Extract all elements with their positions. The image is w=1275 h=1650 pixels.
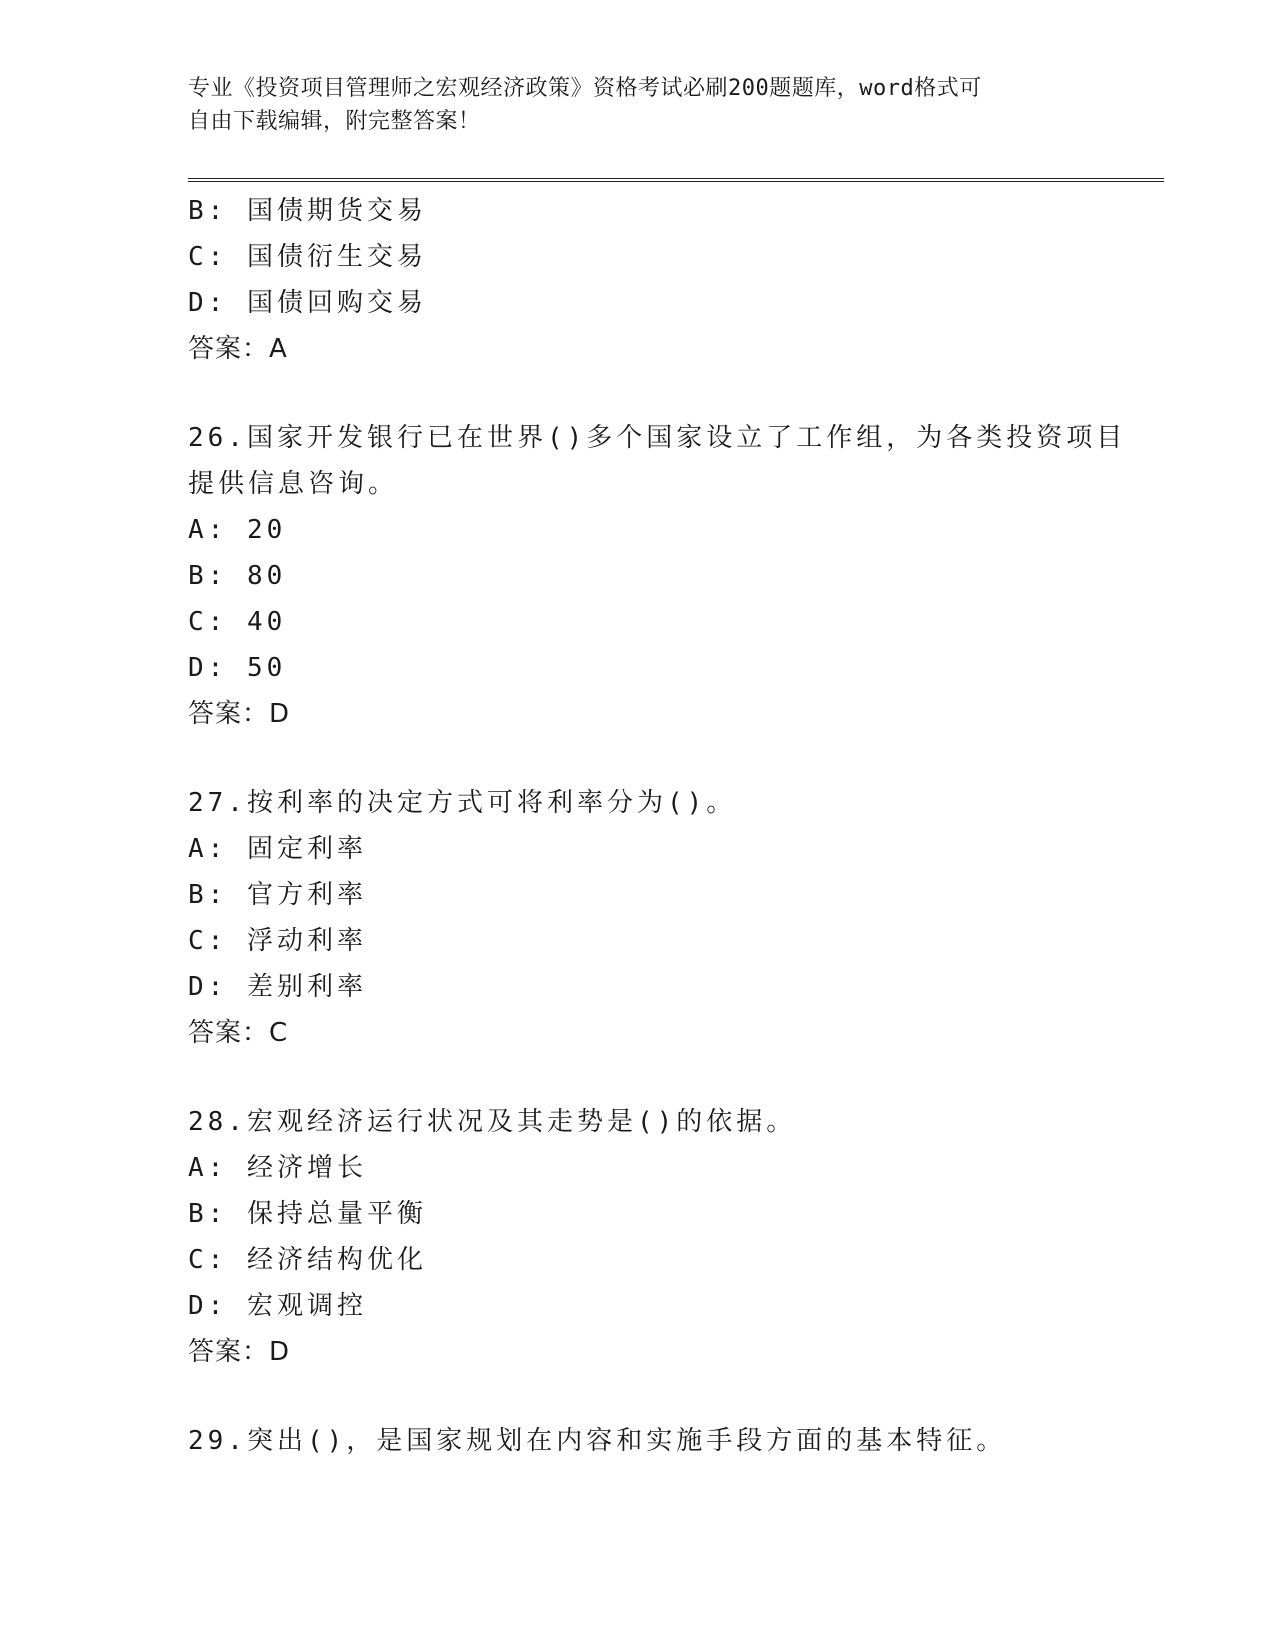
- option-d: D: 宏观调控: [188, 1291, 367, 1321]
- answer: 答案：C: [188, 1018, 289, 1048]
- answer: 答案：D: [188, 699, 291, 729]
- question-stem: 26.国家开发银行已在世界()多个国家设立了工作组，为各类投资项目: [188, 423, 1127, 453]
- question-29: [188, 1418, 1088, 1464]
- answer: 答案：D: [188, 1337, 291, 1367]
- question-stem-continued: 提供信息咨询。: [188, 469, 399, 499]
- option-b: B: 官方利率: [188, 880, 367, 910]
- option-b: B: 保持总量平衡: [188, 1199, 427, 1229]
- question-stem: 28.宏观经济运行状况及其走势是()的依据。: [188, 1107, 797, 1137]
- option-d: D: 差别利率: [188, 972, 367, 1002]
- document-header: [188, 72, 1068, 138]
- option-a: A: 经济增长: [188, 1153, 367, 1183]
- question-25: [188, 188, 1088, 372]
- question-stem: 27.按利率的决定方式可将利率分为()。: [188, 788, 737, 818]
- question-26: [188, 415, 1127, 737]
- option-c: C: 浮动利率: [188, 926, 367, 956]
- question-27: [188, 780, 1088, 1056]
- option-c: C: 经济结构优化: [188, 1245, 427, 1275]
- header-title-line-1: 专业《投资项目管理师之宏观经济政策》资格考试必刷200题题库，word格式可: [188, 76, 982, 101]
- option-a: A: 固定利率: [188, 834, 367, 864]
- question-list: [188, 188, 1127, 1464]
- question-stem: 29.突出()，是国家规划在内容和实施手段方面的基本特征。: [188, 1426, 1007, 1456]
- option-b: B: 80: [188, 561, 287, 591]
- answer: 答案：A: [188, 334, 288, 364]
- option-b: B: 国债期货交易: [188, 196, 427, 226]
- option-d: D: 国债回购交易: [188, 288, 427, 318]
- option-c: C: 国债衍生交易: [188, 242, 427, 272]
- option-a: A: 20: [188, 515, 287, 545]
- option-c: C: 40: [188, 607, 287, 637]
- header-title-line-2: 自由下载编辑，附完整答案！: [188, 109, 481, 134]
- question-28: [188, 1099, 1088, 1375]
- option-d: D: 50: [188, 653, 287, 683]
- header-divider: [188, 178, 1164, 182]
